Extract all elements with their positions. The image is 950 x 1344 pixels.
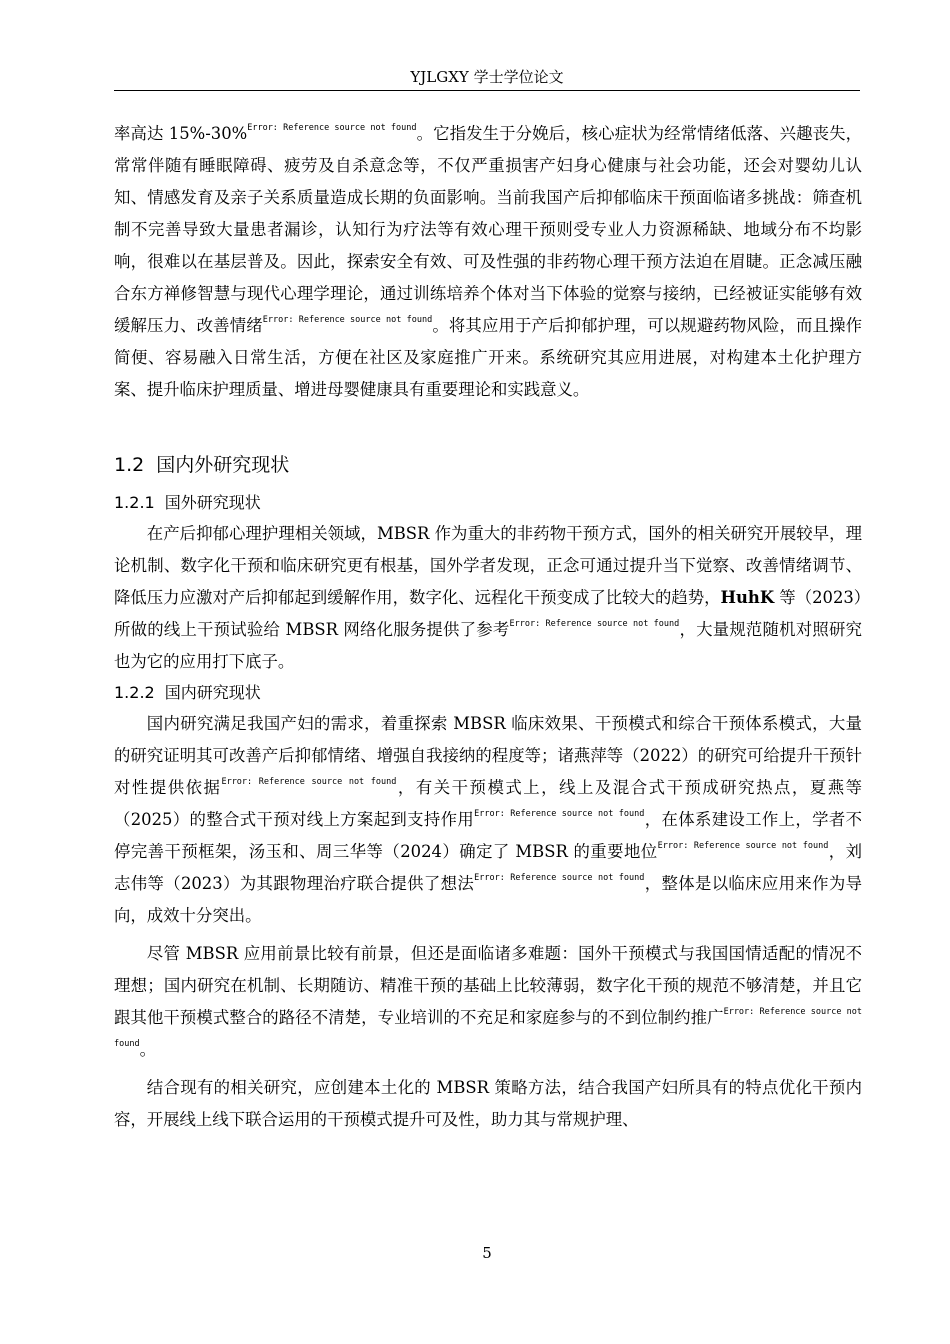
page-header: YJLGXY 学士学位论文	[410, 68, 564, 86]
text: 尽管 MBSR 应用前景比较有前景，但还是面临诸多难题：国外干预模式与我国国情适配的情况不理想；国内研究在机制、长期随访、精准干预的基础上比较薄弱，数字化干预的规范不够清楚，并且它跟其他干预模式整合的路径不清楚，专业培训的不充足和家庭参与的不到位制约推广	[114, 944, 862, 1027]
reference-error-marker: Error: Reference source not found	[247, 123, 417, 133]
text: 。	[139, 1040, 156, 1059]
section-number: 1.2.2	[114, 683, 155, 702]
reference-error-marker: Error: Reference source not found	[657, 841, 829, 851]
text: ，整体是以临床应用来作为导向，成效十分突出。	[114, 874, 862, 925]
reference-error-marker: Error: Reference source not found	[262, 315, 433, 325]
author-name: HuhK	[720, 588, 775, 607]
section-title: 国内研究现状	[164, 683, 261, 702]
reference-error-marker: Error: Reference source not found	[114, 1007, 863, 1049]
section-title: 国内外研究现状	[156, 454, 290, 476]
paragraph-background	[114, 118, 862, 406]
text: ，有关干预模式上，线上及混合式干预成研究热点，夏燕等（2025）的整合式干预对线上方案起到支持作用	[114, 778, 863, 829]
text: 等（2023）所做的线上干预试验给 MBSR 网络化服务提供了参考	[114, 588, 862, 639]
reference-error-marker: Error: Reference source not found	[474, 809, 645, 819]
text: 。它指发生于分娩后，核心症状为经常情绪低落、兴趣丧失，常常伴随有睡眠障碍、疲劳及自杀意念等，不仅严重损害产妇身心健康与社会功能，还会对婴幼儿认知、情感发育及亲子关系质量造成长期的负面影响。当前我国产后抑郁临床干预面临诸多挑战：筛查机制不完善导致大量患者漏诊，认知行为疗法等有效心理干预则受专业人力资源稀缺、地域分布不均影响，很难以在基层普及。因此，探索安全有效、可及性强的非药物心理干预方法迫在眉睫。正念减压融合东方禅修智慧与现代心理学理论，通过训练培养个体对当下体验的觉察与接纳，已经被证实能够有效缓解压力、改善情绪	[114, 124, 862, 335]
text: 在产后抑郁心理护理相关领域，MBSR 作为重大的非药物干预方式，国外的相关研究开展较早，理论机制、数字化干预和临床研究更有根基，国外学者发现，正念可通过提升当下觉察、改善情绪调节、降低压力应激对产后抑郁起到缓解作用，数字化、远程化干预变成了比较大的趋势，	[114, 524, 862, 607]
text: ，在体系建设工作上，学者不停完善干预框架，汤玉和、周三华等（2024）确定了 MBSR 的重要地位	[114, 810, 862, 861]
paragraph-foreign-research	[114, 518, 862, 678]
paragraph-recommendations	[114, 1072, 862, 1136]
paragraph-domestic-research	[114, 708, 862, 932]
page-body	[114, 118, 862, 1136]
section-number: 1.2	[114, 454, 145, 476]
paragraph-challenges	[114, 938, 862, 1066]
section-heading-1-2-1	[114, 488, 862, 518]
text: 。将其应用于产后抑郁护理，可以规避药物风险，而且操作简便、容易融入日常生活，方便在社区及家庭推广开来。系统研究其应用进展，对构建本土化护理方案、提升临床护理质量、增进母婴健康具有重要理论和实践意义。	[114, 316, 862, 399]
text: 国内研究满足我国产妇的需求，着重探索 MBSR 临床效果、干预模式和综合干预体系模式，大量的研究证明其可改善产后抑郁情绪、增强自我接纳的程度等；诸燕萍等（2022）的研究可给提升干预针对性提供依据	[114, 714, 862, 797]
reference-error-marker: Error: Reference source not found	[474, 873, 645, 883]
page-number: 5	[482, 1244, 492, 1262]
text: 率高达 15%-30%	[114, 124, 248, 143]
section-heading-1-2-2	[114, 678, 862, 708]
header-rule	[114, 90, 860, 91]
text: 结合现有的相关研究，应创建本土化的 MBSR 策略方法，结合我国产妇所具有的特点优化干预内容，开展线上线下联合运用的干预模式提升可及性，助力其与常规护理、	[114, 1078, 862, 1129]
section-heading-1-2	[114, 450, 862, 480]
text: ，刘志伟等（2023）为其跟物理治疗联合提供了想法	[114, 842, 863, 893]
text: ，大量规范随机对照研究也为它的应用打下底子。	[114, 620, 862, 671]
section-number: 1.2.1	[114, 493, 155, 512]
reference-error-marker: Error: Reference source not found	[221, 777, 397, 787]
reference-error-marker: Error: Reference source not found	[509, 619, 680, 629]
section-title: 国外研究现状	[164, 493, 261, 512]
